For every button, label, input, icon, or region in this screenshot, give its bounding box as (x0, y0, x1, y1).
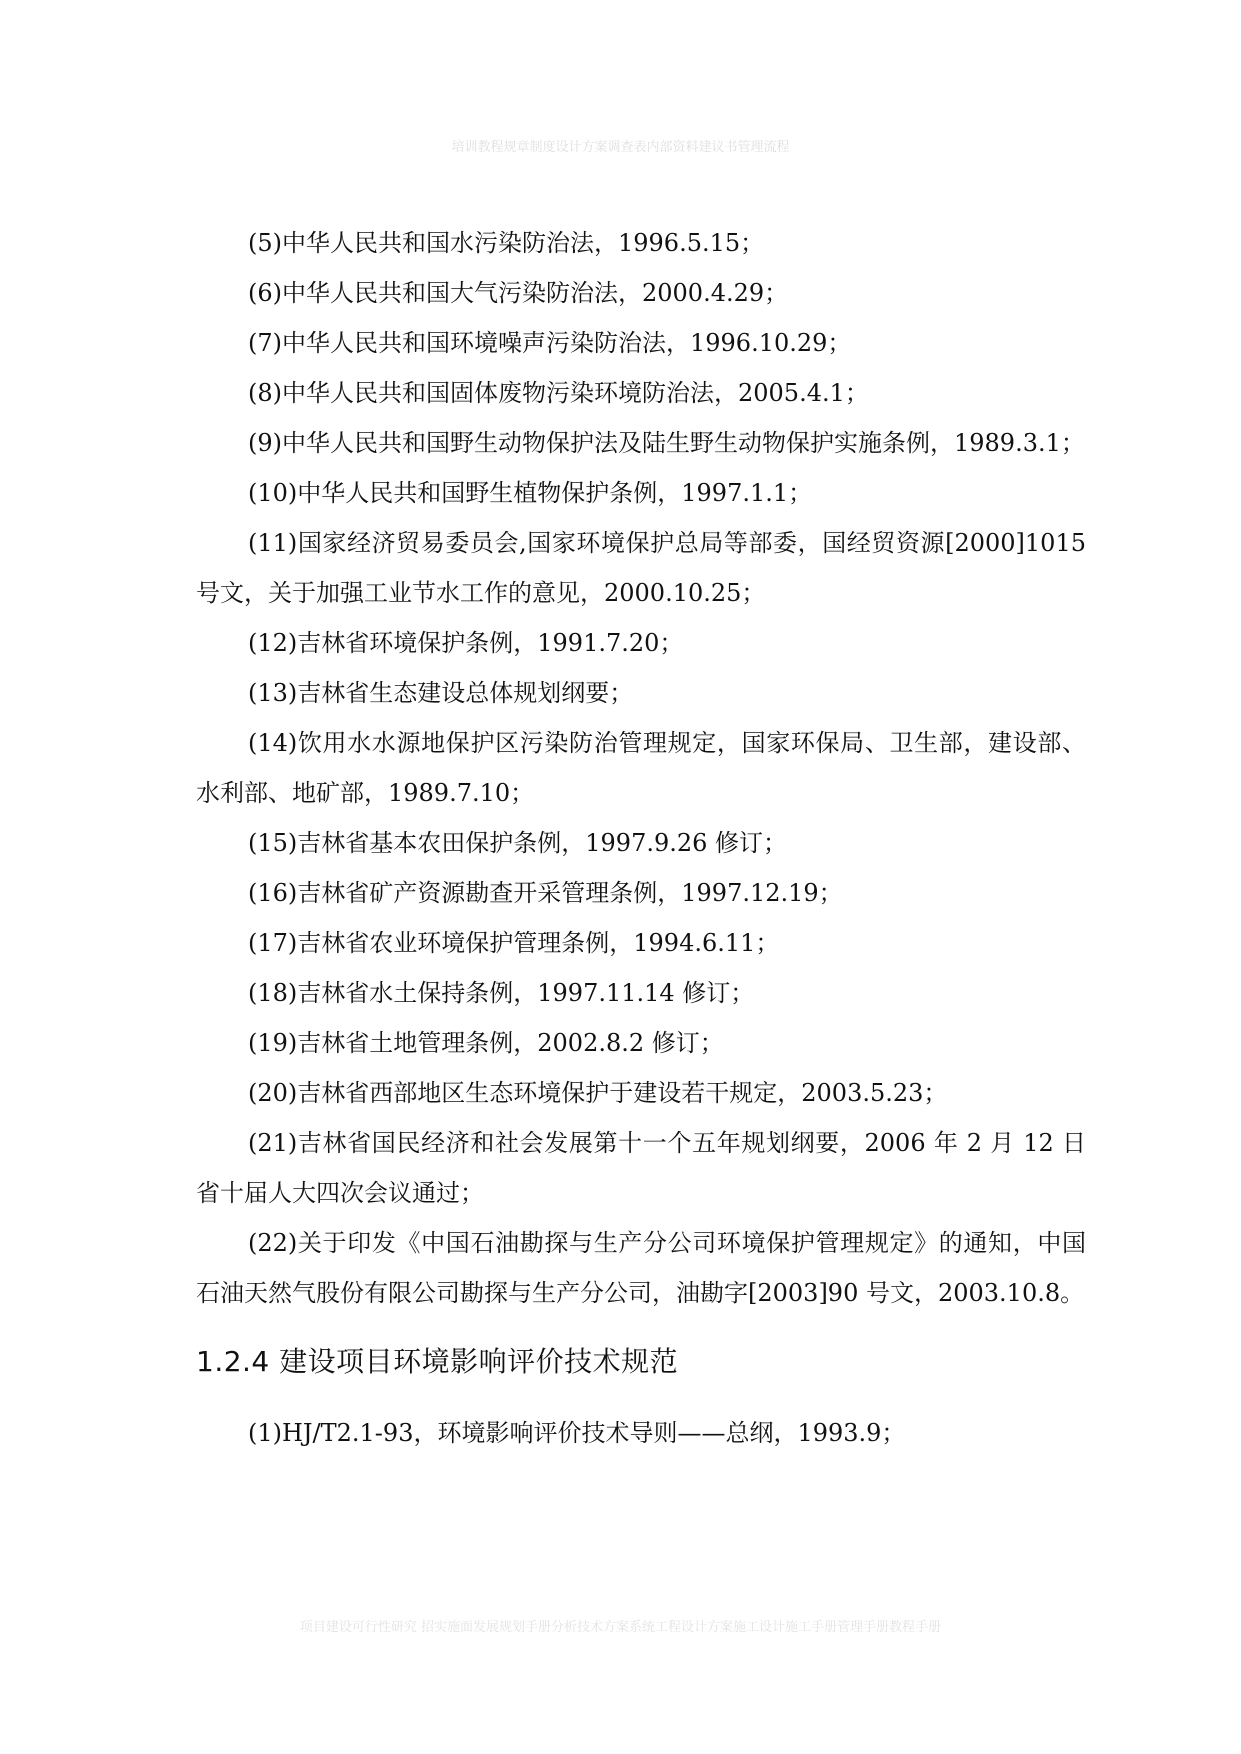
list-item: (5)中华人民共和国水污染防治法，1996.5.15； (248, 229, 765, 257)
page-header-watermark: 培训教程规章制度设计方案调查表内部资料建议书管理流程 (451, 140, 790, 155)
list-item: (13)吉林省生态建设总体规划纲要； (248, 679, 634, 707)
list-item: (16)吉林省矿产资源勘查开采管理条例，1997.12.19； (248, 879, 843, 907)
list-item: (12)吉林省环境保护条例，1991.7.20； (248, 629, 684, 657)
list-item: (17)吉林省农业环境保护管理条例，1994.6.11； (248, 929, 780, 957)
list-item: (1)HJ/T2.1-93，环境影响评价技术导则——总纲，1993.9； (248, 1419, 906, 1447)
regulation-list (196, 218, 1086, 1318)
list-item: (14)饮用水水源地保护区污染防治管理规定，国家环保局、卫生部，建设部、水利部、地矿部，1989.7.10； (196, 729, 1086, 807)
list-item: (9)中华人民共和国野生动物保护法及陆生野生动物保护实施条例，1989.3.1； (248, 429, 1085, 457)
document-body (196, 218, 1086, 1458)
list-item: (6)中华人民共和国大气污染防治法，2000.4.29； (248, 279, 789, 307)
list-item: (21)吉林省国民经济和社会发展第十一个五年规划纲要，2006 年 2 月 12 日省十届人大四次会议通过； (196, 1129, 1086, 1207)
list-item: (20)吉林省西部地区生态环境保护于建设若干规定，2003.5.23； (248, 1079, 948, 1107)
list-item: (10)中华人民共和国野生植物保护条例，1997.1.1； (248, 479, 813, 507)
section-heading: 1.2.4 建设项目环境影响评价技术规范 (196, 1345, 679, 1378)
list-item: (22)关于印发《中国石油勘探与生产分公司环境保护管理规定》的通知，中国石油天然气股份有限公司勘探与生产分公司，油勘字[2003]90 号文，2003.10.8。 (196, 1229, 1086, 1307)
list-item: (11)国家经济贸易委员会,国家环境保护总局等部委，国经贸资源[2000]1015号文，关于加强工业节水工作的意见，2000.10.25； (196, 529, 1086, 607)
standards-list (196, 1408, 1086, 1458)
page-footer-watermark: 项目建设可行性研究 招实施面发展规划手册分析技术方案系统工程设计方案施工设计施工手册管理手册教程手册 (299, 1620, 942, 1635)
list-item: (15)吉林省基本农田保护条例，1997.9.26 修订； (248, 829, 788, 857)
list-item: (7)中华人民共和国环境噪声污染防治法，1996.10.29； (248, 329, 852, 357)
list-item: (18)吉林省水土保持条例，1997.11.14 修订； (248, 979, 755, 1007)
list-item: (19)吉林省土地管理条例，2002.8.2 修订； (248, 1029, 724, 1057)
list-item: (8)中华人民共和国固体废物污染环境防治法，2005.4.1； (248, 379, 869, 407)
